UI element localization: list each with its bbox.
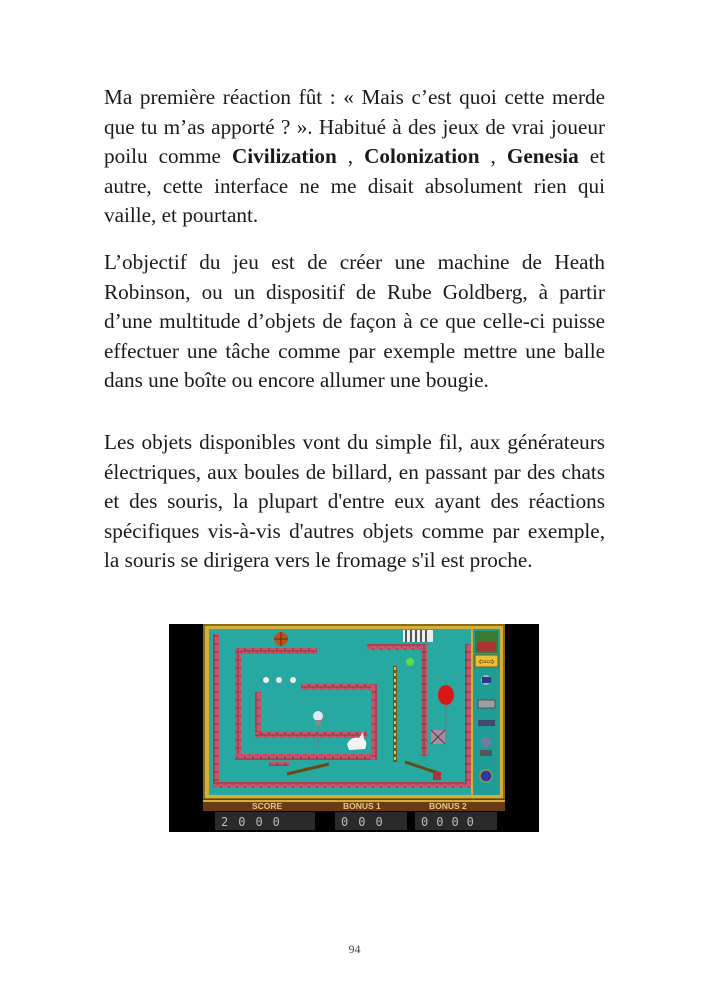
part-pulley-icon[interactable] [481,737,491,747]
brick-wall-left [213,634,219,784]
balloon-icon [438,685,454,705]
brick-wall-right-inner [421,644,427,756]
brick-wall-column [371,684,377,760]
rope-chain [393,666,397,762]
brick-wall-bottom [213,782,471,788]
light-bulb-icon [313,711,323,721]
brick-shelf-top [235,648,317,654]
paragraph-text: et autre, cette interface ne me disait absolument rien qui vaille, et pourtant. [104,144,606,227]
bonus2-value: 0000 [421,815,482,829]
brick-wall-inner [255,692,261,736]
bonus2-label: BONUS 2 [429,801,467,811]
paragraph-text: , [336,144,365,168]
brick-shelf-lower [235,754,375,760]
game-screenshot-svg [169,624,539,832]
part-conveyor-icon[interactable] [478,700,495,708]
paragraph-objects: Les objets disponibles vont du simple fil, aux générateurs électriques, aux boules de billard, en passant par des chats et des souris, la plupart d'entre eux ayant des réactions spécifiques vis-à-vis d'autres objets comme par exemple, la souris se dirigera vers le fromage s'il est proche. [104,430,605,572]
paragraph-text: Ma première réaction fût : « Mais c’est quoi cette merde que tu m’as apporté ? ». Habitué à des jeux de vrai joueur poilu comme [104,85,605,168]
game-title-civilization: Civilization [231,144,337,168]
paragraph-text: , [479,144,507,168]
score-value: 2000 [221,815,290,829]
green-ball-icon [406,658,414,666]
score-label: SCORE [252,801,283,811]
page-number: 94 [348,942,361,956]
paragraph-objective: L’objectif du jeu est de créer une machine de Heath Robinson, ou un dispositif de Rube Goldberg, à partir d’une multitude d’objets de façon à ce que celle-ci puisse effectuer une tâche comme par exemple mettre une balle dans une boîte ou encore allumer une bougie. [104,250,605,392]
brick-shelf-right [367,644,427,650]
arrows-icon: ⇦⇨ [478,657,495,668]
game-screenshot [169,624,539,832]
brick-step [269,762,289,766]
paragraph-first-reaction [104,83,605,231]
game-title-colonization: Colonization [364,144,480,168]
brick-shelf-middle [255,732,367,738]
part-globe-icon[interactable] [480,770,492,782]
bonus1-label: BONUS 1 [343,801,381,811]
brick-shelf-upper [301,684,377,690]
ball-icon [276,677,282,683]
game-title-genesia: Genesia [506,144,579,168]
brick-wall-inner-left [235,648,241,756]
zebra-treadmill-icon [403,630,433,642]
part-rail-icon[interactable] [478,720,495,726]
brick-wall-right [465,644,471,784]
ball-icon [263,677,269,683]
bonus1-value: 000 [341,815,393,829]
ball-icon [290,677,296,683]
